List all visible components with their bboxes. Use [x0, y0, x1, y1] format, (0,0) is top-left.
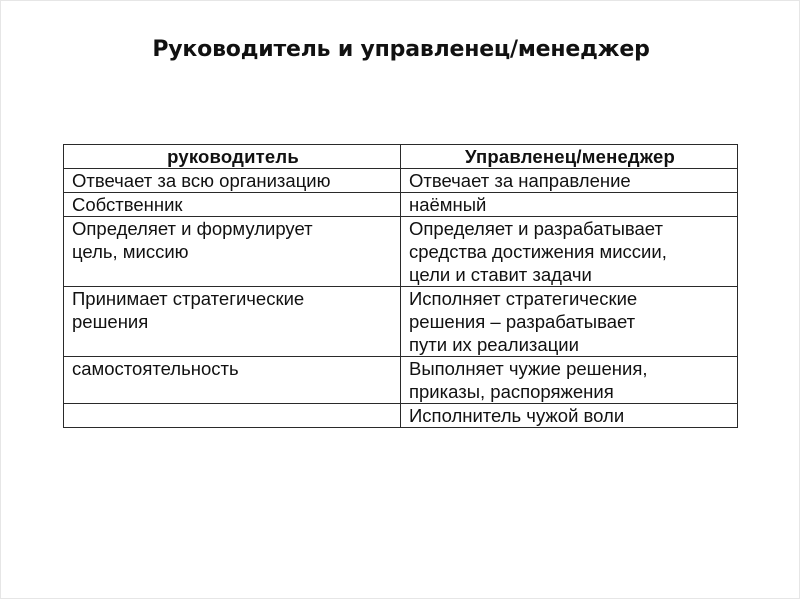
table-header-row — [64, 145, 738, 169]
table-row — [64, 217, 738, 287]
cell-manager: Исполнитель чужой воли — [401, 404, 738, 428]
cell-leader: Собственник — [64, 193, 401, 217]
table-row — [64, 287, 738, 357]
table-row — [64, 404, 738, 428]
header-leader: руководитель — [64, 145, 401, 169]
header-manager: Управленец/менеджер — [401, 145, 738, 169]
cell-manager: Исполняет стратегические решения – разрабатывает пути их реализации — [401, 287, 738, 357]
slide-title: Руководитель и управленец/менеджер — [152, 37, 650, 62]
cell-manager: наёмный — [401, 193, 738, 217]
cell-leader: Принимает стратегические решения — [64, 287, 401, 357]
table-row — [64, 169, 738, 193]
cell-leader — [64, 404, 401, 428]
comparison-table — [63, 144, 738, 428]
table-row — [64, 357, 738, 404]
cell-manager: Отвечает за направление — [401, 169, 738, 193]
cell-manager: Определяет и разрабатывает средства достижения миссии, цели и ставит задачи — [401, 217, 738, 287]
table-row — [64, 193, 738, 217]
cell-leader: самостоятельность — [64, 357, 401, 404]
cell-manager: Выполняет чужие решения, приказы, распоряжения — [401, 357, 738, 404]
cell-leader: Отвечает за всю организацию — [64, 169, 401, 193]
cell-leader: Определяет и формулирует цель, миссию — [64, 217, 401, 287]
